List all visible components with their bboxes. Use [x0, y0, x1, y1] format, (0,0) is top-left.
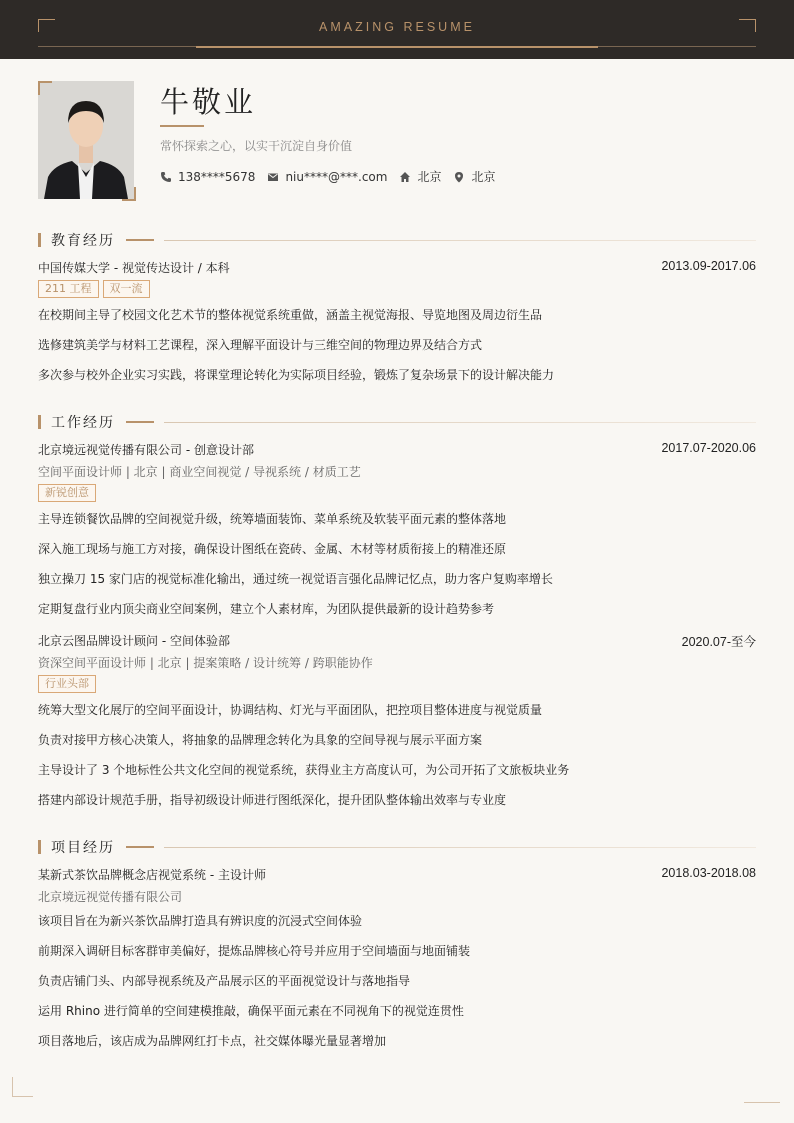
photo-corner-ornament — [122, 187, 136, 201]
section-header-education — [38, 232, 756, 248]
section-dash — [126, 421, 154, 423]
education-tags — [38, 280, 154, 298]
education-entry — [38, 259, 756, 276]
phone-text: 138****5678 — [178, 169, 256, 184]
phone-icon — [160, 171, 172, 183]
project-bullet: 前期深入调研目标客群审美偏好，提炼品牌核心符号并应用于空间墙面与地面铺装 — [38, 944, 471, 958]
name-underline — [160, 125, 204, 127]
section-rule — [164, 240, 756, 241]
project-bullet: 负责店铺门头、内部导视系统及产品展示区的平面视觉设计与落地指导 — [38, 974, 411, 988]
divider-accent — [196, 46, 598, 48]
job-date: 2020.07-至今 — [681, 635, 756, 649]
mail-icon — [267, 172, 279, 182]
project-date: 2018.03-2018.08 — [661, 866, 756, 880]
home-icon — [399, 171, 411, 183]
job-date: 2017.07-2020.06 — [661, 441, 756, 455]
company-name: 北京云图品牌设计顾问 - 空间体验部 — [38, 634, 230, 648]
project-bullet: 该项目旨在为新兴茶饮品牌打造具有辨识度的沉浸式空间体验 — [38, 914, 363, 928]
job-subtitle: 空间平面设计师 | 北京 | 商业空间视觉 / 导视系统 / 材质工艺 — [38, 465, 361, 479]
section-title: 项目经历 — [51, 840, 115, 856]
person-name: 牛敬业 — [160, 85, 257, 119]
tag-badge: 新锐创意 — [38, 484, 96, 502]
job-bullet: 独立操刀 15 家门店的视觉标准化输出，通过统一视觉语言强化品牌记忆点，助力客户复购率增长 — [38, 572, 553, 586]
job-bullet: 深入施工现场与施工方对接，确保设计图纸在瓷砖、金属、木材等材质衔接上的精准还原 — [38, 542, 507, 556]
section-marker — [38, 415, 41, 429]
footer-rule — [744, 1102, 780, 1103]
email-text: niu****@***.com — [285, 169, 388, 184]
education-date: 2013.09-2017.06 — [661, 259, 756, 273]
contact-row — [160, 168, 507, 185]
tag-badge: 211 工程 — [38, 280, 99, 298]
section-marker — [38, 233, 41, 247]
contact-location — [453, 168, 495, 185]
contact-email — [267, 170, 387, 184]
corner-ornament — [12, 1077, 33, 1097]
contact-phone — [160, 170, 255, 184]
school-name: 中国传媒大学 - 视觉传达设计 / 本科 — [38, 261, 230, 275]
company-name: 北京境远视觉传播有限公司 - 创意设计部 — [38, 443, 254, 457]
home-text: 北京 — [417, 170, 442, 184]
project-name: 某新式茶饮品牌概念店视觉系统 - 主设计师 — [38, 868, 266, 882]
job-bullet: 搭建内部设计规范手册，指导初级设计师进行图纸深化，提升团队整体输出效率与专业度 — [38, 793, 507, 807]
job-entry — [38, 632, 756, 649]
section-header-work — [38, 414, 756, 430]
job-bullet: 定期复盘行业内顶尖商业空间案例，建立个人素材库，为团队提供最新的设计趋势参考 — [38, 602, 495, 616]
photo-corner-ornament — [38, 81, 52, 95]
section-rule — [164, 422, 756, 423]
education-bullet: 多次参与校外企业实习实践，将课堂理论转化为实际项目经验，锻炼了复杂场景下的设计解决能力 — [38, 368, 555, 382]
tag-badge: 双一流 — [103, 280, 150, 298]
project-bullet: 项目落地后，该店成为品牌网红打卡点，社交媒体曝光量显著增加 — [38, 1034, 387, 1048]
section-title: 教育经历 — [51, 233, 115, 249]
section-dash — [126, 239, 154, 241]
header-bar — [0, 0, 794, 59]
job-bullet: 负责对接甲方核心决策人，将抽象的品牌理念转化为具象的空间导视与展示平面方案 — [38, 733, 483, 747]
job-entry — [38, 441, 756, 458]
job-tags — [38, 675, 100, 693]
contact-home — [399, 168, 441, 185]
job-bullet: 统筹大型文化展厅的空间平面设计，协调结构、灯光与平面团队，把控项目整体进度与视觉质量 — [38, 703, 543, 717]
education-bullet: 在校期间主导了校园文化艺术节的整体视觉系统重做，涵盖主视觉海报、导览地图及周边衍生品 — [38, 308, 543, 322]
project-entry — [38, 866, 756, 883]
tag-badge: 行业头部 — [38, 675, 96, 693]
section-rule — [164, 847, 756, 848]
education-bullet: 选修建筑美学与材料工艺课程，深入理解平面设计与三维空间的物理边界及结合方式 — [38, 338, 483, 352]
project-subtitle: 北京境远视觉传播有限公司 — [38, 890, 183, 904]
location-text: 北京 — [471, 170, 496, 184]
job-bullet: 主导连锁餐饮品牌的空间视觉升级，统筹墙面装饰、菜单系统及软装平面元素的整体落地 — [38, 512, 507, 526]
job-subtitle: 资深空间平面设计师 | 北京 | 提案策略 / 设计统筹 / 跨职能协作 — [38, 656, 373, 670]
section-dash — [126, 846, 154, 848]
project-bullet: 运用 Rhino 进行简单的空间建模推敲，确保平面元素在不同视角下的视觉连贯性 — [38, 1004, 464, 1018]
job-bullet: 主导设计了 3 个地标性公共文化空间的视觉系统，获得业主方高度认可，为公司开拓了文旅板块业务 — [38, 763, 570, 777]
section-marker — [38, 840, 41, 854]
avatar-photo — [38, 81, 134, 199]
motto: 常怀探索之心，以实干沉淀自身价值 — [160, 139, 353, 153]
job-tags — [38, 484, 100, 502]
section-header-projects — [38, 839, 756, 855]
location-pin-icon — [453, 171, 465, 183]
header-brand: AMAZING RESUME — [319, 20, 475, 34]
section-title: 工作经历 — [51, 415, 115, 431]
